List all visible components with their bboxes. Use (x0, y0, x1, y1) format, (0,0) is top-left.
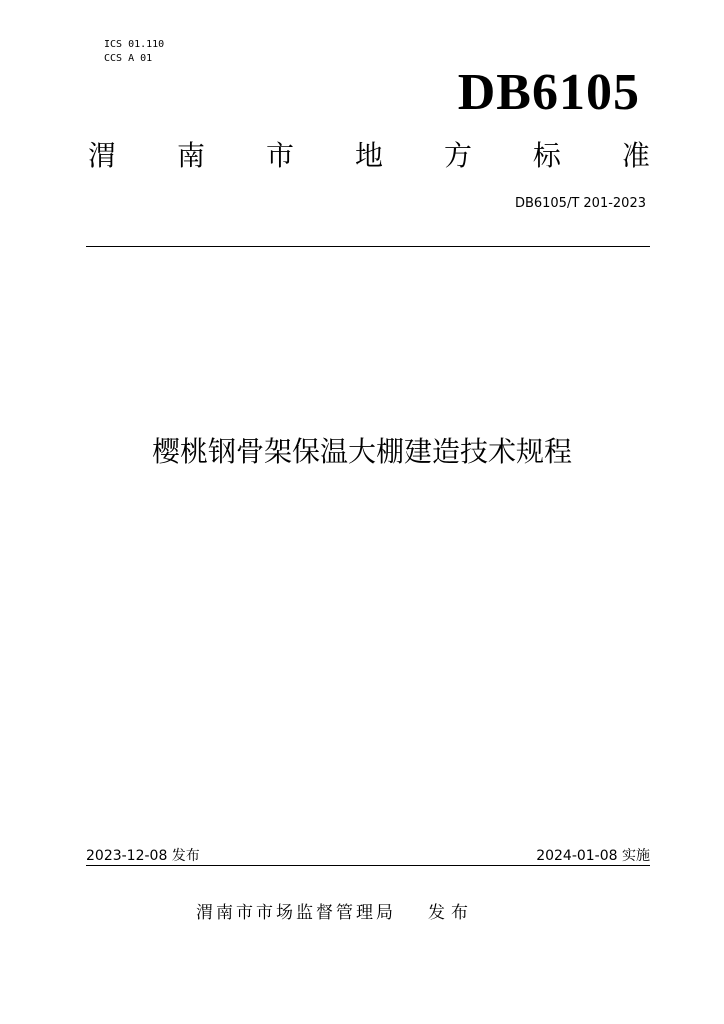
standard-type-char: 市 (265, 139, 294, 172)
date-row (86, 846, 650, 866)
standard-code-heading: DB6105 (457, 64, 640, 121)
publisher-line (196, 900, 474, 926)
issue-date: 2023-12-08 发布 (86, 848, 200, 864)
standard-type-char: 方 (443, 139, 472, 172)
publisher-name: 渭南市市场监督管理局 (196, 903, 396, 923)
standard-type-char: 南 (176, 139, 205, 172)
standard-type (88, 137, 650, 175)
header-divider (86, 246, 650, 247)
standard-type-char: 标 (532, 139, 561, 172)
document-title: 樱桃钢骨架保温大棚建造技术规程 (151, 435, 572, 468)
standard-type-char: 准 (621, 139, 650, 172)
publish-label: 发布 (428, 903, 474, 923)
classification-codes (104, 38, 164, 66)
standard-type-char: 地 (354, 139, 383, 172)
standard-number: DB6105/T 201-2023 (514, 196, 646, 211)
ics-code: ICS 01.110 (104, 39, 165, 50)
footer-divider (86, 865, 650, 866)
standard-type-char: 渭 (88, 139, 117, 172)
implementation-date: 2024-01-08 实施 (536, 848, 650, 864)
ccs-code: CCS A 01 (104, 53, 153, 64)
